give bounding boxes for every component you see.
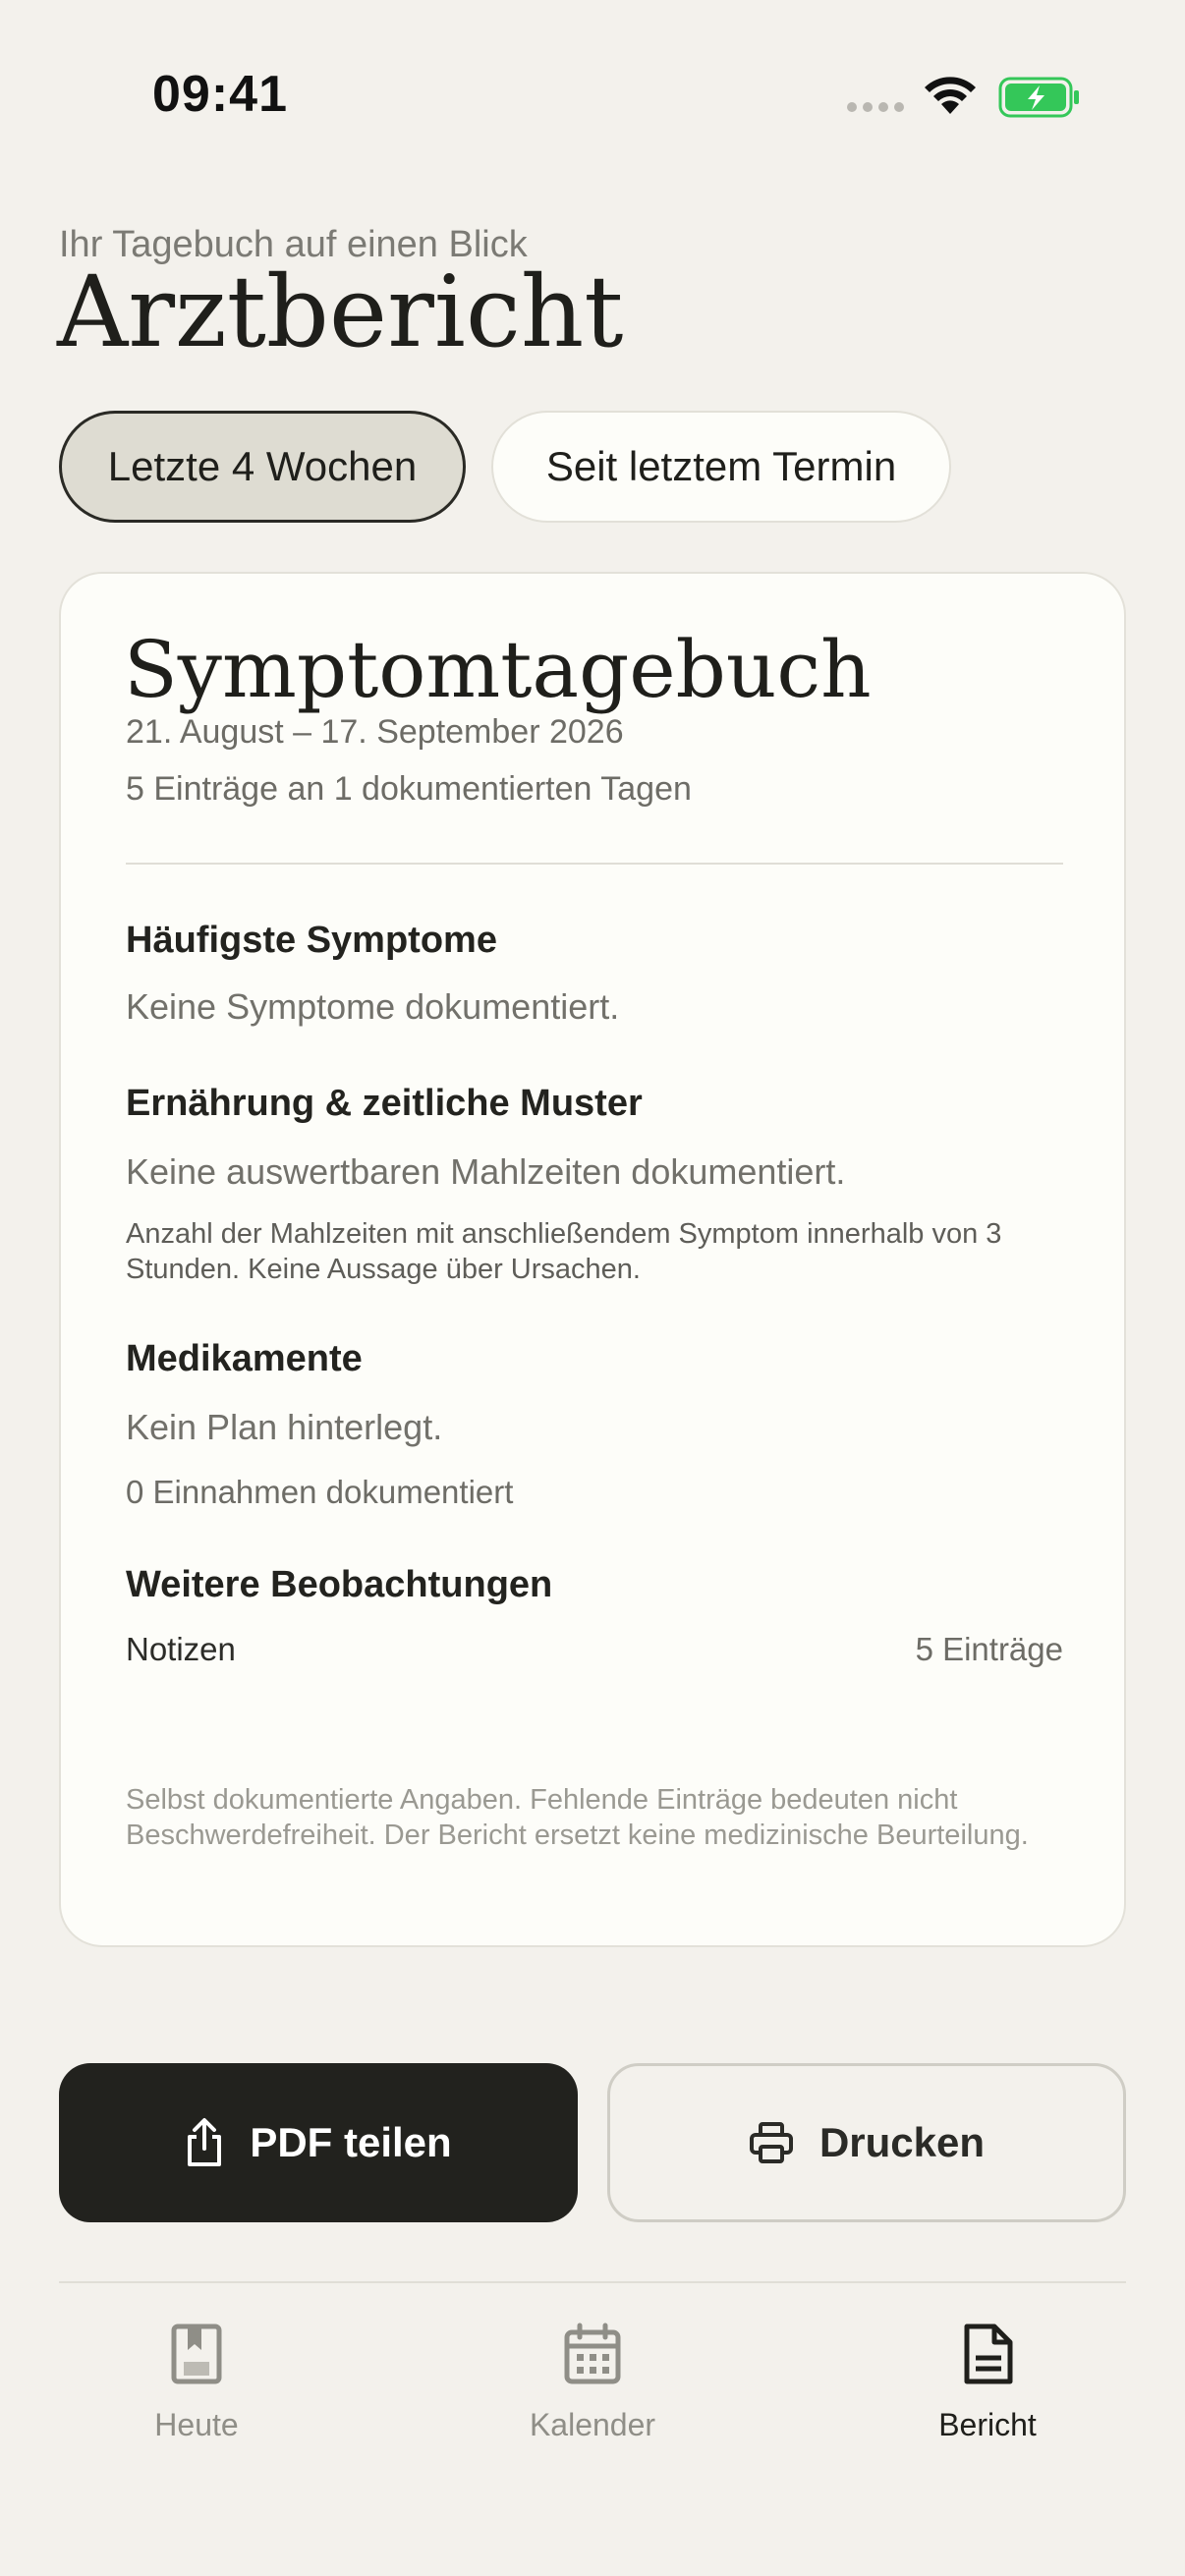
tab-kalender[interactable] [465, 2319, 720, 2443]
page-title: Arztbericht [57, 254, 624, 369]
print-label: Drucken [818, 2119, 986, 2165]
tab-label: Kalender [529, 2407, 656, 2442]
print-button[interactable] [607, 2063, 1126, 2222]
observation-label: Notizen [126, 1631, 236, 1667]
report-entry-summary: 5 Einträge an 1 dokumentierten Tagen [126, 770, 692, 808]
tabbar-divider [59, 2281, 1126, 2283]
book-icon [170, 2319, 223, 2389]
section-heading-medication: Medikamente [126, 1338, 363, 1379]
observation-row [126, 1631, 1063, 1668]
status-time: 09:41 [152, 66, 288, 123]
calendar-icon [563, 2319, 622, 2389]
range-option-label: Letzte 4 Wochen [107, 443, 418, 489]
document-icon [961, 2319, 1014, 2389]
report-date-range: 21. August – 17. September 2026 [126, 713, 624, 751]
tab-label: Bericht [938, 2407, 1037, 2442]
report-card[interactable] [59, 572, 1126, 1947]
medication-text: Kein Plan hinterlegt. [126, 1407, 443, 1447]
section-heading-symptoms: Häufigste Symptome [126, 920, 497, 961]
report-title: Symptomtagebuch [124, 624, 872, 715]
tab-heute[interactable] [69, 2319, 324, 2443]
share-icon [185, 2117, 224, 2168]
tab-bericht[interactable] [860, 2319, 1115, 2443]
range-option-last-4-weeks[interactable] [59, 411, 466, 523]
medication-intakes: 0 Einnahmen dokumentiert [126, 1474, 514, 1510]
section-heading-nutrition: Ernährung & zeitliche Muster [126, 1083, 643, 1124]
printer-icon [749, 2121, 794, 2164]
nutrition-text: Keine auswertbaren Mahlzeiten dokumentiert. [126, 1151, 846, 1192]
range-option-since-last-appointment[interactable] [491, 411, 951, 523]
report-disclaimer: Selbst dokumentierte Angaben. Fehlende Einträge bedeuten nicht Beschwerdefreiheit. Der Bericht ersetzt keine medizinische Beurteilung. [126, 1784, 1029, 1851]
share-pdf-button[interactable] [59, 2063, 578, 2222]
cellular-signal-icon [847, 102, 904, 112]
symptoms-text: Keine Symptome dokumentiert. [126, 986, 620, 1027]
range-option-label: Seit letztem Termin [545, 443, 897, 489]
wifi-icon [922, 75, 979, 116]
nutrition-note: Anzahl der Mahlzeiten mit anschließendem Symptom innerhalb von 3 Stunden. Keine Aussage über Ursachen. [126, 1218, 1002, 1285]
status-bar [0, 0, 1185, 187]
section-heading-observations: Weitere Beobachtungen [126, 1564, 553, 1605]
battery-charging-icon [998, 77, 1081, 118]
page-subtitle: Ihr Tagebuch auf einen Blick [59, 224, 528, 265]
observation-value: 5 Einträge [915, 1631, 1063, 1667]
share-pdf-label: PDF teilen [250, 2119, 452, 2165]
tab-label: Heute [154, 2407, 239, 2442]
divider [126, 863, 1063, 865]
